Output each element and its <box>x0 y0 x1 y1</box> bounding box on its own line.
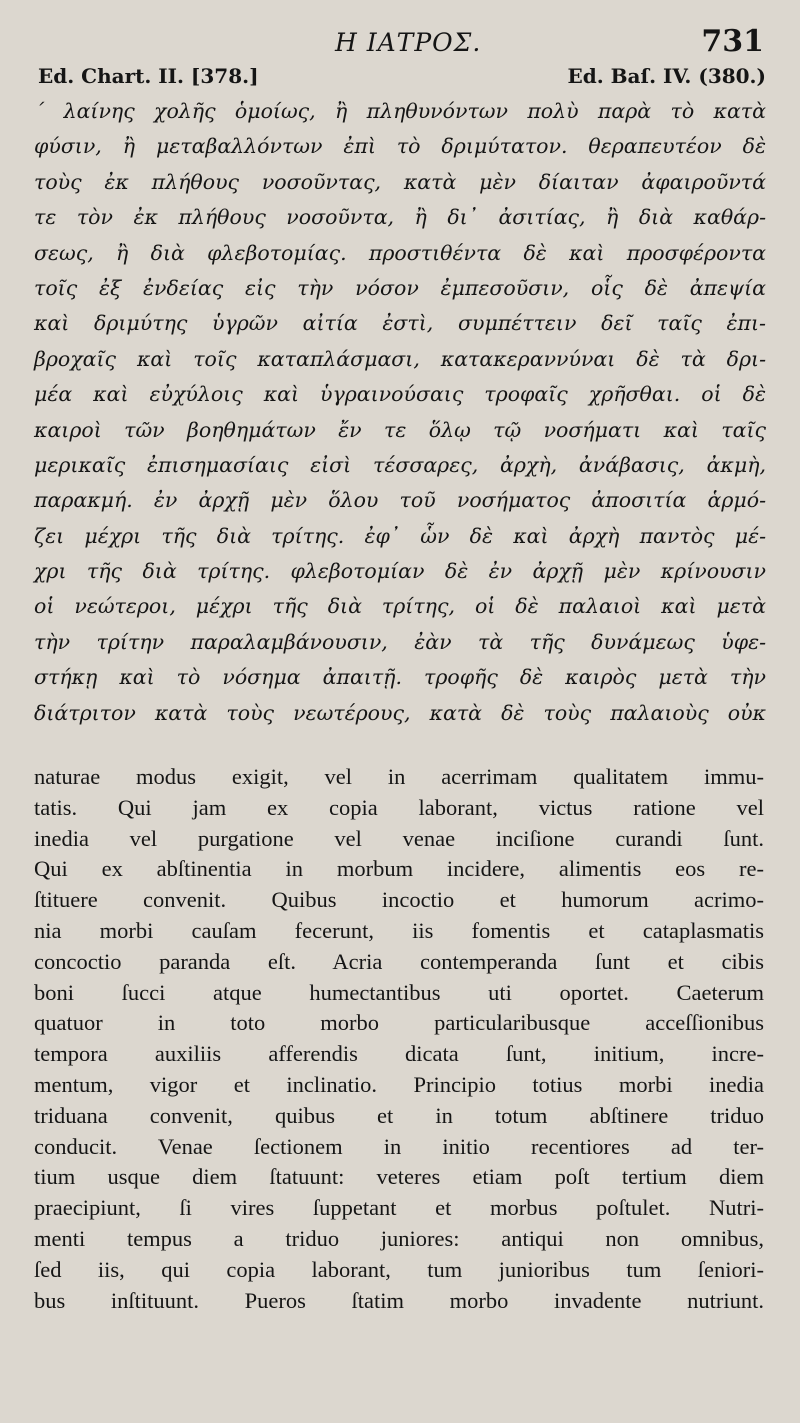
latin-text-line: tium usque diem ſtatuunt: veteres etiam poſt tertium diem <box>34 1164 764 1190</box>
greek-text-line: φύσιν, ἢ μεταβαλλόντων ἐπὶ τὸ δριμύτατον. θεραπευτέον δὲ <box>34 134 766 159</box>
latin-text-line: naturae modus exigit, vel in acerrimam qualitatem immu- <box>34 764 764 789</box>
latin-text-line: tatis. Qui jam ex copia laborant, victus ratione vel <box>34 794 764 820</box>
greek-text-line: τοὺς ἐκ πλήθους νοσοῦντας, κατὰ μὲν δίαιταν ἀφαιροῦντά <box>34 169 766 194</box>
greek-text-line: σεως, ἢ διὰ φλεβοτομίας. προστιθέντα δὲ καὶ προσφέροντα <box>34 240 766 265</box>
greek-text-line: τοῖς ἐξ ἐνδείας εἰς τὴν νόσον ἐμπεσοῦσιν, οἷς δὲ ἀπεψία <box>34 275 766 300</box>
greek-text-line: μέα καὶ εὐχύλοις καὶ ὑγραινούσαις τροφαῖς χρῆσθαι. οἱ δὲ <box>34 382 766 407</box>
latin-text-line: ſed iis, qui copia laborant, tum junioribus tum ſeniori- <box>34 1256 764 1282</box>
latin-text-line: quatuor in toto morbo particularibusque acceſſionibus <box>34 1010 764 1036</box>
greek-text-line: παρακμή. ἐν ἀρχῇ μὲν ὅλου τοῦ νοσήματος ἀποσιτία ἁρμό- <box>34 488 766 513</box>
latin-text-line: tempora auxiliis afferendis dicata ſunt, initium, incre- <box>34 1041 764 1067</box>
latin-text-line: boni ſucci atque humectantibus uti oportet. Caeterum <box>34 979 764 1005</box>
latin-text-line: conducit. Venae ſectionem in initio recentiores ad ter- <box>34 1133 764 1159</box>
latin-text-line: concoctio paranda eſt. Acria contemperanda ſunt et cibis <box>34 948 764 974</box>
edition-references <box>0 64 800 98</box>
greek-text-line: ΄ λαίνης χολῆς ὁμοίως, ἢ πληθυνόντων πολὺ παρὰ τὸ κατὰ <box>34 99 766 123</box>
latin-text-line: bus inſtituunt. Pueros ſtatim morbo invadente nutriunt. <box>34 1287 764 1313</box>
greek-text-line: τὴν τρίτην παραλαμβάνουσιν, ἐὰν τὰ τῆς δυνάμεως ὑφε- <box>34 629 766 654</box>
running-title: Η ΙΑΤΡΟΣ. <box>335 28 482 57</box>
latin-text-line: praecipiunt, ſi vires ſuppetant et morbus poſtulet. Nutri- <box>34 1195 764 1221</box>
greek-text-line: ζει μέχρι τῆς διὰ τρίτης. ἐφ᾽ ὧν δὲ καὶ ἀρχὴ παντὸς μέ- <box>34 523 766 548</box>
greek-text-block <box>34 94 766 731</box>
latin-text-line: inedia vel purgatione vel venae inciſione curandi ſunt. <box>34 825 764 851</box>
greek-text-line: τε τὸν ἐκ πλήθους νοσοῦντα, ἢ δι᾽ ἀσιτίας, ἢ διὰ καθάρ- <box>34 205 766 230</box>
greek-text-line: καὶ δριμύτης ὑγρῶν αἰτία ἐστὶ, συμπέττειν δεῖ ταῖς ἐπι- <box>34 311 766 336</box>
page-number: 731 <box>701 24 764 59</box>
greek-text-line: οἱ νεώτεροι, μέχρι τῆς διὰ τρίτης, οἱ δὲ παλαιοὶ καὶ μετὰ <box>34 594 766 619</box>
latin-text-line: triduana convenit, quibus et in totum abſtinere triduo <box>34 1102 764 1128</box>
latin-text-line: nia morbi cauſam fecerunt, iis fomentis et cataplasmatis <box>34 917 764 943</box>
edition-chartier: Ed. Chart. II. [378.] <box>38 64 259 88</box>
latin-text-line: Qui ex abſtinentia in morbum incidere, alimentis eos re- <box>34 856 764 882</box>
greek-text-line: χρι τῆς διὰ τρίτης. φλεβοτομίαν δὲ ἐν ἀρχῇ μὲν κρίνουσιν <box>34 559 766 584</box>
latin-text-block <box>34 762 764 1316</box>
edition-basel: Ed. Baſ. IV. (380.) <box>567 64 766 88</box>
greek-text-line: καιροὶ τῶν βοηθημάτων ἔν τε ὅλῳ τῷ νοσήματι καὶ ταῖς <box>34 417 766 442</box>
greek-text-line: μερικαῖς ἐπισημασίαις εἰσὶ τέσσαρες, ἀρχὴ, ἀνάβασις, ἀκμὴ, <box>34 452 766 477</box>
latin-text-line: menti tempus a triduo juniores: antiqui non omnibus, <box>34 1225 764 1251</box>
latin-text-line: ſtituere convenit. Quibus incoctio et humorum acrimo- <box>34 887 764 913</box>
greek-text-line: στήκῃ καὶ τὸ νόσημα ἀπαιτῇ. τροφῆς δὲ καιρὸς μετὰ τὴν <box>34 665 766 690</box>
greek-text-line: βροχαῖς καὶ τοῖς καταπλάσμασι, κατακεραννύναι δὲ τὰ δρι- <box>34 346 766 371</box>
page-header <box>0 24 800 68</box>
greek-text-line: διάτριτον κατὰ τοὺς νεωτέρους, κατὰ δὲ τοὺς παλαιοὺς οὐκ <box>34 700 766 725</box>
latin-text-line: mentum, vigor et inclinatio. Principio totius morbi inedia <box>34 1071 764 1097</box>
